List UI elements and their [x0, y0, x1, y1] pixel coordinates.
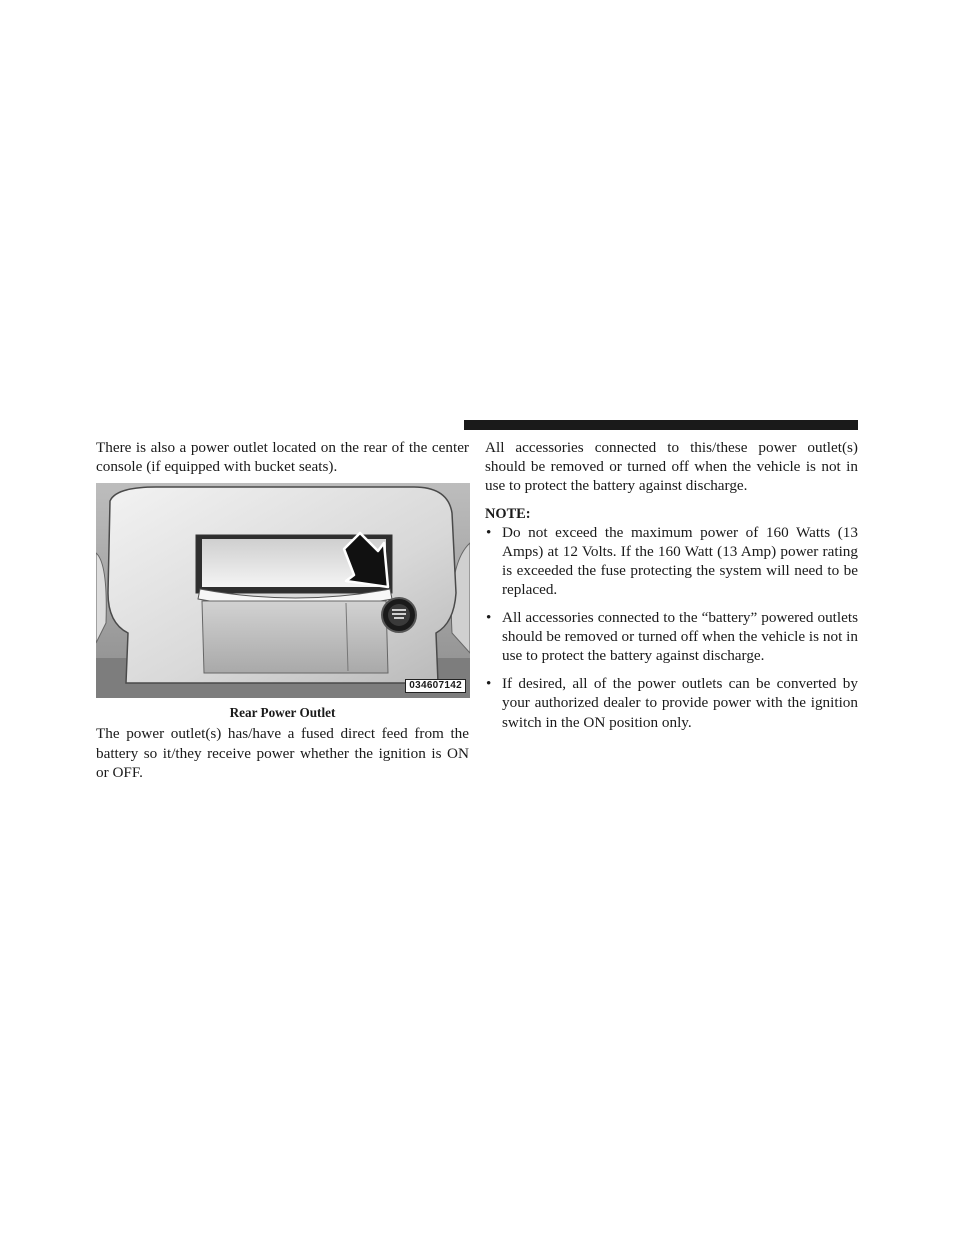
- list-item: [485, 523, 858, 600]
- fused-feed-paragraph: The power outlet(s) has/have a fused direct feed from the battery so it/they receive power whether the ignition is ON or OFF.: [96, 725, 469, 781]
- note-label: NOTE:: [485, 505, 531, 522]
- list-item-text: Do not exceed the maximum power of 160 Watts (13 Amps) at 12 Volts. If the 160 Watt (13 Amp) power rating is exceeded the fuse protecting the system will need to be replaced.: [502, 523, 858, 599]
- left-column: [96, 438, 469, 782]
- rear-power-outlet-figure: [96, 483, 470, 698]
- figure-id-label: 034607142: [405, 679, 466, 693]
- figure-caption: Rear Power Outlet: [229, 705, 336, 721]
- intro-paragraph: There is also a power outlet located on the rear of the center console (if equipped with bucket seats).: [96, 439, 469, 476]
- note-bullet-list: [485, 523, 858, 732]
- bullet-icon: •: [486, 523, 492, 541]
- list-item-text: If desired, all of the power outlets can be converted by your authorized dealer to provide power with the ignition switch in the ON position only.: [502, 675, 858, 731]
- accessories-paragraph: All accessories connected to this/these power outlet(s) should be removed or turned off when the vehicle is not in use to protect the battery against discharge.: [485, 439, 858, 495]
- list-item: [485, 674, 858, 732]
- rear-console-illustration: [96, 483, 470, 698]
- list-item-text: All accessories connected to the “battery” powered outlets should be removed or turned off when the vehicle is not in use to protect the battery against discharge.: [502, 609, 858, 665]
- section-header-bar: [464, 420, 858, 430]
- bullet-icon: •: [486, 609, 492, 627]
- bullet-icon: •: [486, 675, 492, 693]
- right-column: [485, 438, 858, 740]
- list-item: [485, 608, 858, 666]
